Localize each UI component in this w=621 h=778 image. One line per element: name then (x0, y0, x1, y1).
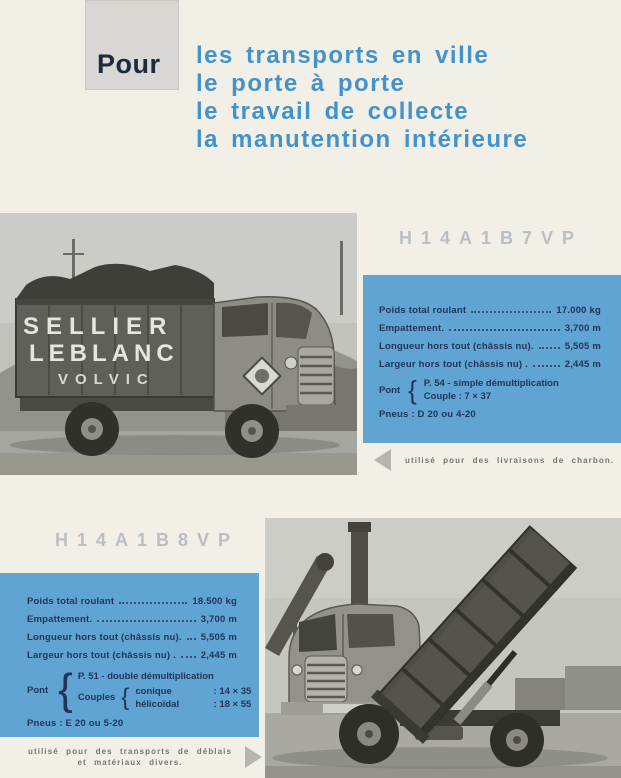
couple-ratio: : 18 × 55 (213, 698, 252, 710)
headlight (285, 357, 297, 369)
pour-label: Pour (97, 49, 161, 79)
dot-leader (449, 329, 560, 331)
spec-value: 3,700 m (200, 614, 237, 625)
couple-row (135, 698, 251, 711)
spec-row (27, 614, 237, 625)
caption-line: utilisé pour des transports de déblais (28, 747, 233, 756)
pneus-spec: Pneus : E 20 ou 5-20 (27, 718, 124, 729)
pont-detail (78, 670, 252, 711)
headline-line: le porte à porte (196, 70, 406, 97)
pont-spec (27, 665, 252, 714)
pont-spec (379, 377, 601, 403)
cab-side-window (222, 303, 268, 337)
spec-label: Empattement. (379, 323, 445, 334)
headlight (352, 665, 362, 675)
headline-line: la manutention intérieure (196, 126, 529, 153)
pour-header-box (85, 0, 179, 90)
spec-value: 5,505 m (200, 632, 237, 643)
couples-spec (78, 685, 252, 711)
spec-value: 17.000 kg (556, 305, 601, 316)
model2-title: H14A1B8VP (55, 530, 240, 550)
truck-lettering-sellier: SELLIER (23, 313, 174, 340)
spec-label: Largeur hors tout (châssis nu) . (379, 359, 528, 370)
pont-line: P. 51 - double démultiplication (77, 670, 214, 682)
spec-label: Poids total roulant (379, 305, 467, 316)
cab-side-window (347, 614, 395, 648)
photo-dump-truck (265, 518, 621, 778)
arrow-left-icon (374, 449, 391, 471)
spec-row (379, 359, 601, 370)
dot-leader (181, 656, 196, 658)
brace-glyph: { (121, 683, 130, 711)
spec-row (27, 596, 237, 607)
headline (196, 42, 528, 154)
spec-label: Longueur hors tout (châssis nu). (379, 341, 534, 352)
spec-value: 18.500 kg (192, 596, 237, 607)
couple-row (135, 685, 251, 698)
photo-coal-truck (0, 213, 357, 475)
model2-caption (28, 746, 262, 768)
couple-name: hélicoïdal (135, 698, 180, 710)
spec-value: 2,445 m (564, 359, 601, 370)
dump-truck-illustration (265, 518, 621, 778)
truck-lettering-leblanc: LEBLANC (29, 340, 179, 367)
spec-row (27, 632, 237, 643)
spec-label: Empattement. (27, 614, 93, 625)
spec-label: Longueur hors tout (châssis nu). (27, 632, 182, 643)
dot-leader (471, 311, 551, 313)
brace-glyph: { (58, 665, 73, 714)
pont-line: P. 54 - simple démultiplication (423, 378, 559, 389)
dot-leader (539, 347, 560, 349)
spec-row (379, 305, 601, 316)
front-bumper (286, 405, 338, 415)
pont-detail (424, 377, 559, 403)
headline-line: les transports en ville (196, 42, 490, 69)
model1-title: H14A1B7VP (399, 228, 584, 248)
truck-grille (305, 656, 347, 702)
model2-spec-panel (0, 573, 259, 737)
headlight (292, 665, 302, 675)
pont-label: Pont (27, 684, 49, 696)
spec-value: 3,700 m (564, 323, 601, 334)
spec-row (27, 650, 237, 661)
headline-line: le travail de collecte (196, 98, 470, 125)
truck-lettering-volvic: VOLVIC (58, 371, 155, 388)
spec-label: Largeur hors tout (châssis nu) . (27, 650, 176, 661)
caption-text: utilisé pour des livraisons de charbon. (405, 455, 615, 465)
spec-row (379, 323, 601, 334)
spec-value: 2,445 m (200, 650, 237, 661)
pont-line: Couple : 7 × 37 (423, 391, 492, 402)
coal-truck-illustration (0, 213, 357, 475)
couple-ratio: : 14 × 35 (213, 685, 252, 697)
spec-value: 5,505 m (564, 341, 601, 352)
brace-glyph: { (408, 375, 417, 405)
utility-pole (340, 241, 343, 315)
arrow-right-icon (245, 746, 262, 768)
model1-spec-panel (363, 275, 621, 443)
dot-leader (97, 620, 196, 622)
model1-caption (374, 449, 614, 471)
couples-label: Couples (77, 692, 116, 703)
spec-row (379, 341, 601, 352)
couple-name: conique (135, 685, 172, 697)
pneus-spec: Pneus : D 20 ou 4-20 (379, 409, 476, 420)
pont-label: Pont (379, 384, 401, 396)
spec-label: Poids total roulant (27, 596, 115, 607)
dot-leader (533, 365, 560, 367)
dot-leader (187, 638, 196, 640)
dot-leader (119, 602, 187, 604)
caption-text (28, 746, 232, 768)
couples-list (135, 685, 251, 711)
caption-line: et matériaux divers. (77, 758, 183, 767)
